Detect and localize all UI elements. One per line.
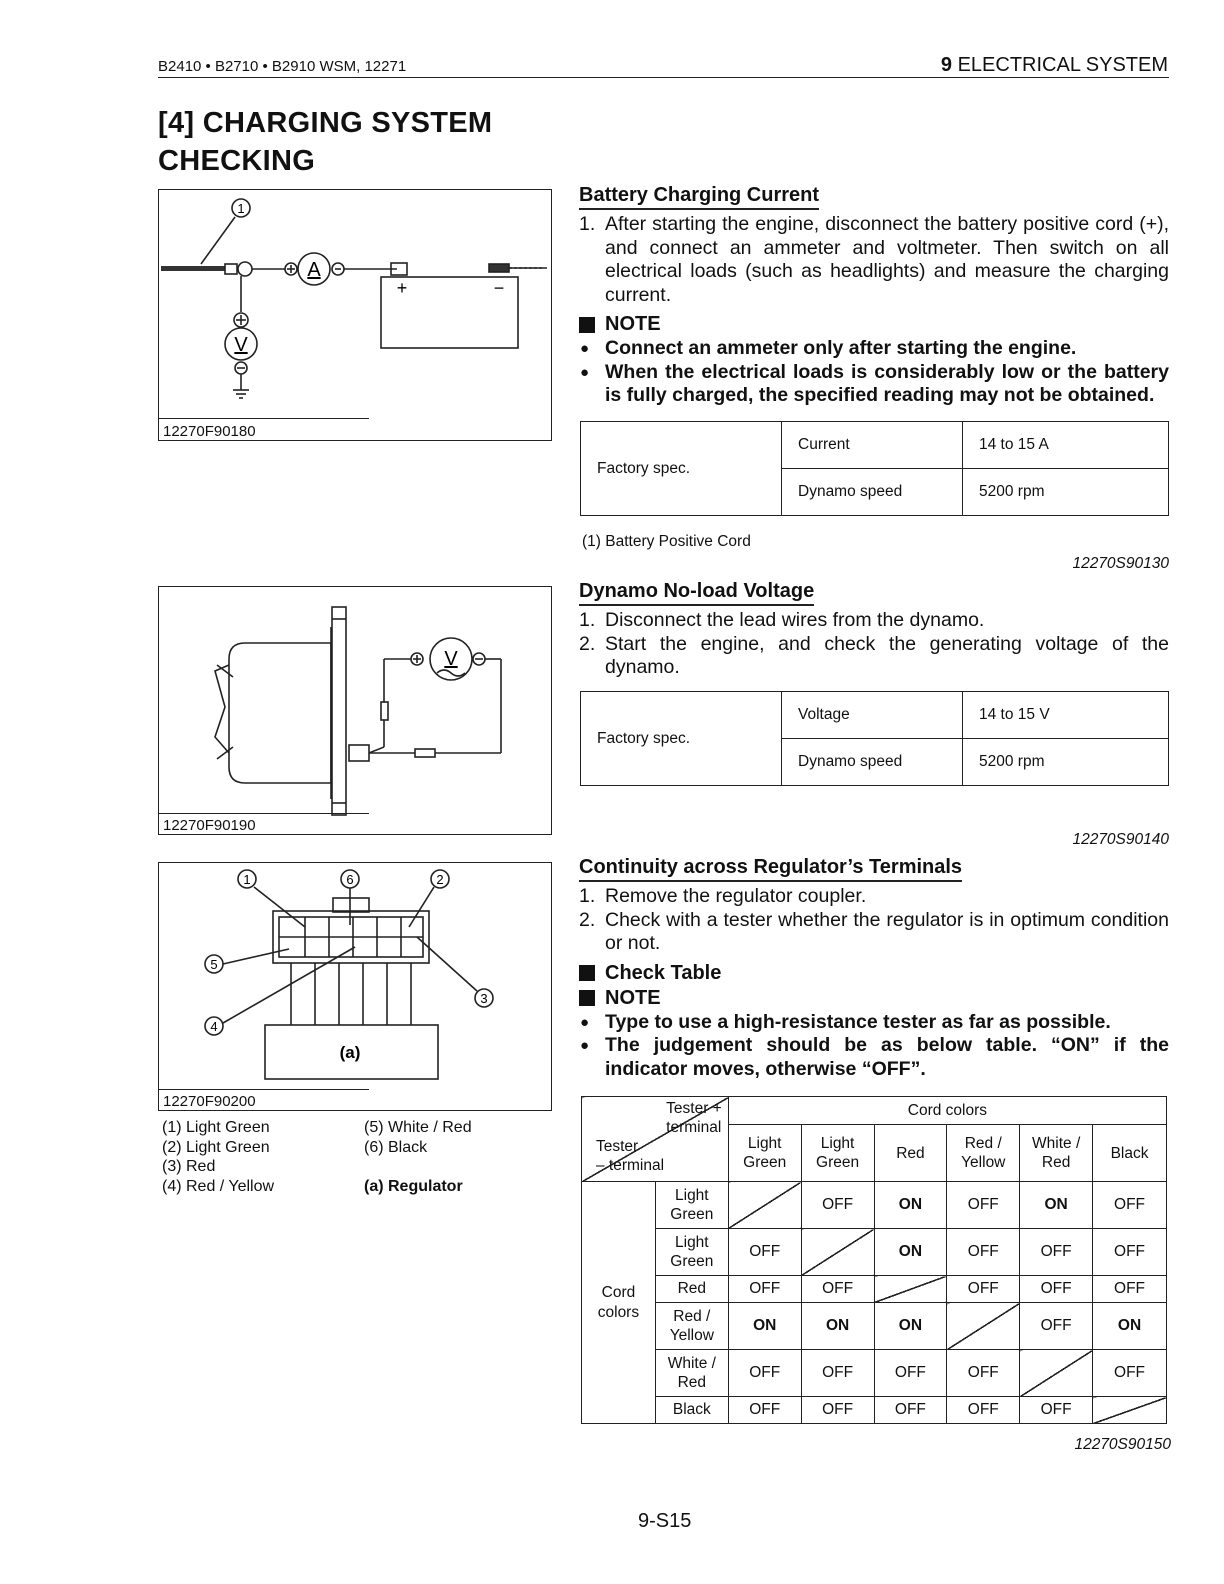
legend-item: (3) Red (162, 1158, 216, 1175)
column-header: Light Green (728, 1125, 801, 1182)
spec-table-charging (580, 421, 1169, 516)
table-cell: ON (801, 1303, 874, 1350)
spec-value: 5200 rpm (963, 469, 1169, 516)
step-item: 1. Remove the regulator coupler. (579, 885, 867, 907)
row-header: Light Green (655, 1182, 728, 1229)
step-item: 2. Start the engine, and check the generating voltage of the dynamo. (579, 632, 1169, 678)
voltmeter-label: V (234, 334, 248, 356)
battery-minus: − (493, 278, 505, 298)
ammeter-label: A (307, 259, 321, 281)
section-battery-current (579, 184, 1169, 408)
callout-3: 3 (480, 991, 488, 1006)
figure-code-rule (159, 1089, 369, 1090)
spec-value: 5200 rpm (963, 739, 1169, 786)
voltmeter-label: V (444, 648, 458, 670)
table-cell: OFF (1020, 1276, 1093, 1303)
table-cell: OFF (801, 1397, 874, 1424)
tester-minus-label: Tester – terminal (596, 1138, 665, 1174)
row-header: White / Red (655, 1350, 728, 1397)
section-title: Continuity across Regulator’s Terminals (579, 856, 962, 882)
battery-legend: (1) Battery Positive Cord (582, 533, 751, 550)
legend-item: (1) Light Green (162, 1119, 270, 1136)
step-list (579, 885, 1169, 956)
legend-item: (5) White / Red (364, 1119, 472, 1136)
callout-6: 6 (346, 872, 354, 887)
table-cell-diagonal (728, 1182, 801, 1229)
spec-item: Current (782, 422, 963, 469)
legend-item: (2) Light Green (162, 1138, 270, 1156)
table-cell: OFF (1020, 1397, 1093, 1424)
cord-colors-header: Cord colors (728, 1097, 1166, 1125)
figure-code: 12270F90180 (163, 423, 256, 440)
spec-label: Factory spec. (581, 422, 782, 516)
regulator-connector-diagram (159, 863, 551, 1110)
table-cell: OFF (801, 1276, 874, 1303)
note-heading: NOTE (579, 313, 1169, 336)
table-cell: ON (874, 1229, 947, 1276)
table-corner-header (582, 1097, 729, 1182)
callout-5: 5 (210, 957, 218, 972)
step-item: 2. Check with a tester whether the regulator is in optimum condition or not. (579, 908, 1169, 954)
spec-table-dynamo (580, 691, 1169, 786)
regulator-legend-left (162, 1118, 274, 1196)
note-list (579, 337, 1169, 408)
battery-circuit-diagram (159, 190, 551, 440)
step-item: 1. After starting the engine, disconnect the battery positive cord (+), and connect an ammeter and voltmeter. Then switch on all electrical loads (such as headlights) and measure the charging current. (579, 213, 1169, 306)
column-header: White / Red (1020, 1125, 1093, 1182)
header-rule (158, 77, 1169, 78)
spec-value: 14 to 15 V (963, 692, 1169, 739)
page-title-line2: CHECKING (158, 145, 316, 177)
row-header: Light Green (655, 1229, 728, 1276)
ref-code: 12270S90140 (1072, 831, 1169, 848)
table-cell: OFF (947, 1229, 1020, 1276)
page-title (158, 104, 492, 180)
note-item: ● Connect an ammeter only after starting the engine. (579, 337, 1169, 361)
check-table-heading: Check Table (579, 962, 1169, 985)
table-cell: OFF (1020, 1229, 1093, 1276)
spec-item: Dynamo speed (782, 739, 963, 786)
note-item: ● The judgement should be as below table. “ON” if the indicator moves, otherwise “OFF”. (579, 1034, 1169, 1081)
table-cell-diagonal (947, 1303, 1020, 1350)
section-title: Dynamo No-load Voltage (579, 580, 814, 606)
note-item: ● When the electrical loads is considerably low or the battery is fully charged, the specified reading may not be obtained. (579, 361, 1169, 408)
table-row (582, 1182, 1167, 1229)
legend-item: (4) Red / Yellow (162, 1177, 275, 1195)
table-cell: OFF (1093, 1276, 1167, 1303)
table-cell: OFF (728, 1350, 801, 1397)
regulator-box-label: (a) (339, 1043, 361, 1062)
table-cell-diagonal (874, 1276, 947, 1303)
header-section (941, 54, 1168, 77)
figure-dynamo-circuit (158, 586, 552, 835)
note-list (579, 1011, 1169, 1082)
table-cell: OFF (1093, 1229, 1167, 1276)
note-heading: NOTE (579, 987, 1169, 1010)
row-header: Red (655, 1276, 728, 1303)
table-cell: OFF (1093, 1350, 1167, 1397)
header-models: B2410 • B2710 • B2910 WSM, 12271 (158, 58, 407, 75)
table-cell: OFF (728, 1276, 801, 1303)
figure-code-rule (159, 813, 369, 814)
legend-item (364, 1157, 472, 1177)
figure-code: 12270F90190 (163, 817, 256, 834)
figure-battery-circuit (158, 189, 552, 441)
continuity-check-table (581, 1096, 1167, 1424)
legend-item: (a) Regulator (364, 1177, 463, 1195)
legend-item: (6) Black (364, 1138, 428, 1156)
table-cell: ON (874, 1182, 947, 1229)
page-number: 9-S15 (638, 1510, 692, 1532)
note-square-icon (579, 990, 595, 1006)
table-row (582, 1229, 1167, 1276)
section-number: 9 (940, 54, 953, 76)
table-cell: ON (1020, 1182, 1093, 1229)
table-cell: OFF (947, 1397, 1020, 1424)
table-cell-diagonal (1093, 1397, 1167, 1424)
table-cell: ON (1093, 1303, 1167, 1350)
battery-plus: + (396, 278, 408, 298)
callout-4: 4 (210, 1019, 218, 1034)
row-header: Black (655, 1397, 728, 1424)
table-row (582, 1303, 1167, 1350)
regulator-legend-right (364, 1118, 472, 1196)
callout-1: 1 (237, 201, 245, 216)
spec-item: Voltage (782, 692, 963, 739)
section-name: ELECTRICAL SYSTEM (957, 54, 1168, 76)
callout-2: 2 (436, 872, 444, 887)
table-cell: ON (874, 1303, 947, 1350)
figure-regulator-connector (158, 862, 552, 1111)
table-cell: OFF (947, 1182, 1020, 1229)
column-header: Red (874, 1125, 947, 1182)
figure-code-rule (159, 418, 369, 419)
column-header: Red / Yellow (947, 1125, 1020, 1182)
column-header: Light Green (801, 1125, 874, 1182)
spec-item: Dynamo speed (782, 469, 963, 516)
table-row (582, 1350, 1167, 1397)
table-cell: OFF (1093, 1182, 1167, 1229)
step-item: 1. Disconnect the lead wires from the dynamo. (579, 609, 985, 631)
dynamo-circuit-diagram (159, 587, 551, 834)
step-list (579, 213, 1169, 307)
note-square-icon (579, 317, 595, 333)
ref-code: 12270S90150 (1074, 1436, 1171, 1453)
column-header: Black (1093, 1125, 1167, 1182)
table-cell-diagonal (801, 1229, 874, 1276)
callout-1: 1 (243, 872, 251, 887)
table-cell-diagonal (1020, 1350, 1093, 1397)
spec-value: 14 to 15 A (963, 422, 1169, 469)
section-dynamo-voltage (579, 580, 1169, 680)
table-cell: OFF (874, 1350, 947, 1397)
table-cell: OFF (1020, 1303, 1093, 1350)
ref-code: 12270S90130 (1072, 555, 1169, 572)
table-cell: ON (728, 1303, 801, 1350)
table-cell: OFF (728, 1397, 801, 1424)
section-title: Battery Charging Current (579, 184, 819, 210)
table-cell: OFF (801, 1350, 874, 1397)
spec-label: Factory spec. (581, 692, 782, 786)
table-cell: OFF (947, 1276, 1020, 1303)
page-title-line1: [4] CHARGING SYSTEM (158, 107, 493, 139)
tester-plus-label: Tester + terminal (666, 1100, 722, 1136)
table-cell: OFF (947, 1350, 1020, 1397)
step-list (579, 609, 1169, 680)
table-cell: OFF (728, 1229, 801, 1276)
figure-code: 12270F90200 (163, 1093, 256, 1110)
table-row (582, 1276, 1167, 1303)
section-regulator-continuity (579, 856, 1169, 1081)
note-item: ● Type to use a high-resistance tester as far as possible. (579, 1011, 1169, 1035)
table-cell: OFF (801, 1182, 874, 1229)
row-group-label: Cord colors (582, 1182, 656, 1424)
heading-square-icon (579, 965, 595, 981)
table-cell: OFF (874, 1397, 947, 1424)
table-row (582, 1397, 1167, 1424)
row-header: Red / Yellow (655, 1303, 728, 1350)
